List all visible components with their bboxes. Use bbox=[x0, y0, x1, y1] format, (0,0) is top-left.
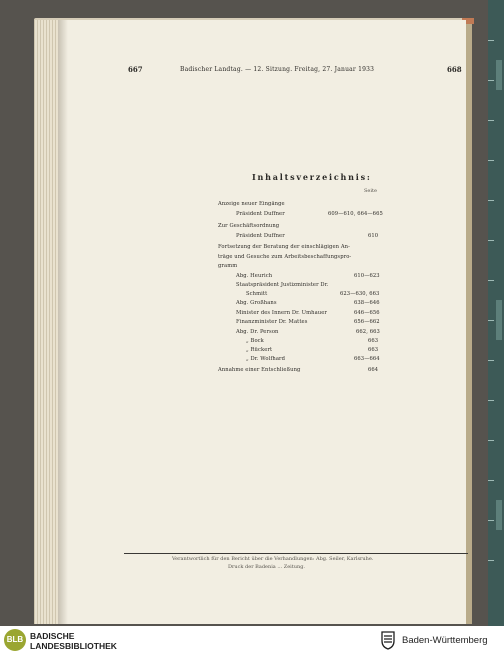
toc-entry-page: 623—630, 663 bbox=[340, 291, 380, 297]
blb-name[interactable] bbox=[30, 631, 117, 651]
toc-entry-page: 610 bbox=[368, 233, 379, 239]
toc-entry: Anzeige neuer Eingänge bbox=[218, 201, 285, 207]
toc-entry: träge und Gesuche zum Arbeitsbeschaffungspro- bbox=[218, 254, 352, 260]
toc-entry: Präsident Duffner bbox=[236, 211, 285, 217]
toc-entry-page: 664 bbox=[368, 367, 379, 373]
toc-entry-page: 609—610, 664—665 bbox=[328, 211, 383, 217]
seite-column-label: Seite bbox=[364, 188, 377, 194]
page-stack-edge bbox=[466, 24, 472, 624]
toc-entry: „ Rückert bbox=[246, 347, 273, 353]
toc-entry-page: 646—656 bbox=[354, 310, 380, 316]
toc-entry-page: 638—646 bbox=[354, 300, 380, 306]
bw-label[interactable]: Baden-Württemberg bbox=[402, 635, 488, 646]
page-number-right: 668 bbox=[447, 65, 462, 74]
toc-entry-page: 663—664 bbox=[354, 356, 380, 362]
bw-crest-icon[interactable] bbox=[380, 630, 396, 650]
toc-entry: Abg. Heurich bbox=[236, 273, 273, 279]
blb-logo-icon[interactable]: BLB bbox=[4, 629, 26, 651]
toc-entry: Staatspräsident Justizminister Dr. bbox=[236, 282, 329, 288]
page-number-left: 667 bbox=[128, 65, 143, 74]
toc-entry: Abg. Großhans bbox=[236, 300, 277, 306]
toc-entry: Fortsetzung der Beratung der einschlägigen An- bbox=[218, 244, 350, 250]
toc-entry: Minister des Innern Dr. Umhauer bbox=[236, 310, 327, 316]
blb-name-line1: BADISCHE bbox=[30, 631, 75, 641]
toc-entry-page: 610—623 bbox=[354, 273, 380, 279]
toc-entry: „ Dr. Wolfhard bbox=[246, 356, 286, 362]
branding-footer bbox=[0, 626, 504, 654]
printer-note: Verantwortlich für den Bericht über die Verhandlungen: Abg. Seiler, Karlsruhe. bbox=[172, 556, 374, 562]
toc-entry-page: 656—662 bbox=[354, 319, 380, 325]
footer-rule bbox=[124, 553, 468, 554]
running-title: Badischer Landtag. — 12. Sitzung. Freitag, 27. Januar 1933 bbox=[180, 66, 375, 73]
color-calibration-ruler bbox=[488, 0, 504, 626]
toc-entry: Zur Geschäftsordnung bbox=[218, 223, 280, 229]
toc-entry: gramm bbox=[218, 263, 238, 269]
toc-entry: Präsident Duffner bbox=[236, 233, 285, 239]
toc-entry-page: 663 bbox=[368, 347, 379, 353]
toc-entry-page: 663 bbox=[368, 338, 379, 344]
printer-note: Druck der Badenia ... Zeitung. bbox=[228, 564, 306, 570]
toc-entry: „ Bock bbox=[246, 338, 264, 344]
toc-entry: Annahme einer Entschließung bbox=[218, 367, 301, 373]
toc-entry: Schmitt bbox=[246, 291, 268, 297]
toc-entry: Finanzminister Dr. Mattes bbox=[236, 319, 308, 325]
blb-name-line2: LANDESBIBLIOTHEK bbox=[30, 641, 117, 651]
toc-title: Inhaltsverzeichnis: bbox=[252, 172, 372, 182]
gutter-shadow bbox=[58, 20, 68, 624]
book-spine-pages bbox=[34, 20, 60, 624]
toc-entry-page: 662, 663 bbox=[356, 329, 380, 335]
toc-entry: Abg. Dr. Person bbox=[236, 329, 279, 335]
